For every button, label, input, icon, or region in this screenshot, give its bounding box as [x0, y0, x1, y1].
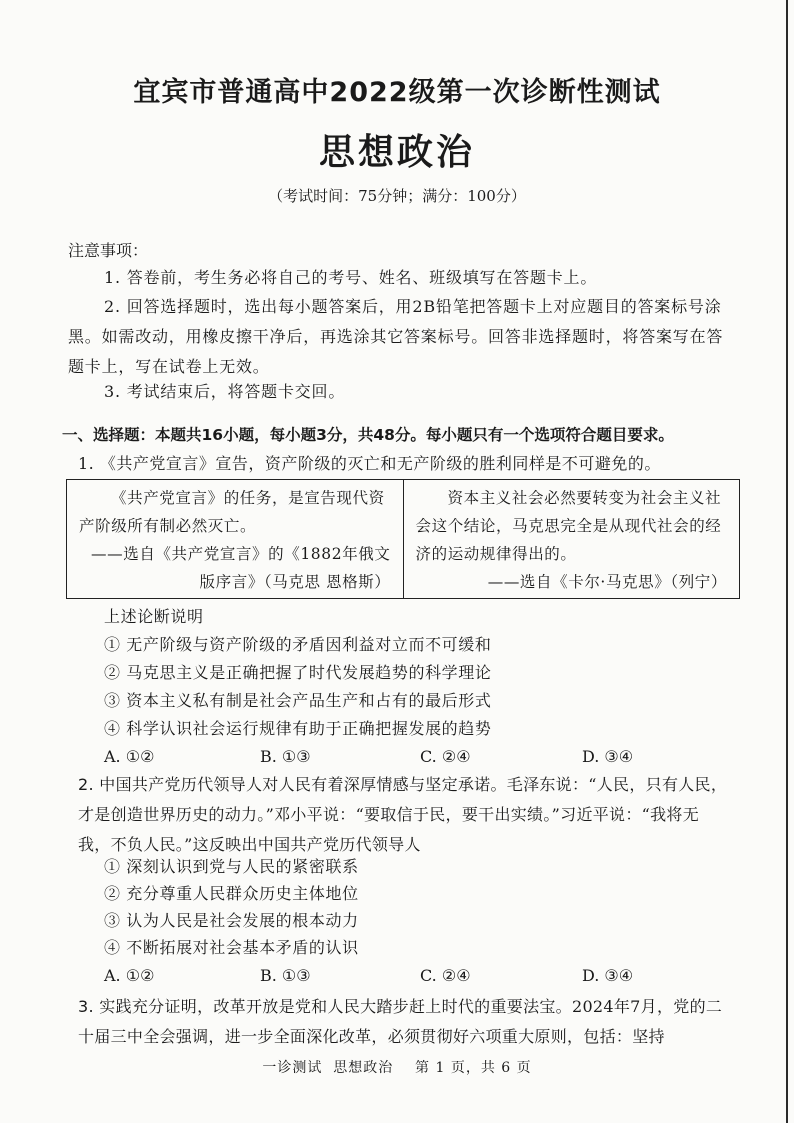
question-lead: 上述论断说明 [104, 607, 204, 626]
quote-table [66, 479, 740, 599]
question-2-stem [78, 770, 728, 860]
question-text: 《共产党宣言》宣告，资产阶级的灭亡和无产阶级的胜利同样是不可避免的。 [99, 454, 661, 473]
exam-info: （考试时间：75分钟；满分：100分） [268, 187, 526, 205]
page-footer: 一诊测试 思想政治 第 1 页，共 6 页 [262, 1060, 532, 1076]
quote-text: 《共产党宣言》的任务，是宣告现代资产阶级所有制必然灭亡。 [79, 489, 385, 535]
statement: ④ 科学认识社会运行规律有助于正确把握发展的趋势 [104, 719, 492, 738]
subject-title: 思想政治 [318, 132, 475, 173]
option-a: A. ①② [104, 966, 155, 985]
statement: ② 充分尊重人民群众历史主体地位 [104, 884, 359, 903]
question-1-stem [78, 449, 728, 479]
quote-text: 资本主义社会必然要转变为社会主义社会这个结论，马克思完全是从现代社会的经济的运动规律得出的。 [415, 489, 722, 563]
exam-title: 宜宾市普通高中2022级第一次诊断性测试 [133, 77, 661, 108]
statement: ① 深刻认识到党与人民的紧密联系 [104, 857, 359, 876]
quote-cell-left [67, 480, 403, 598]
question-number: 1. [78, 454, 95, 473]
notice-item: 1. 答卷前，考生务必将自己的考号、姓名、班级填写在答题卡上。 [104, 268, 598, 287]
statement: ② 马克思主义是正确把握了时代发展趋势的科学理论 [104, 663, 492, 682]
option-a: A. ①② [104, 747, 155, 766]
question-text: 实践充分证明，改革开放是党和人民大踏步赶上时代的重要法宝。2024年7月，党的二十届三中全会强调，进一步全面深化改革，必须贯彻好六项重大原则，包括：坚持 [78, 997, 723, 1046]
option-c: C. ②④ [420, 747, 471, 766]
question-number: 2. [78, 775, 94, 794]
option-b: B. ①③ [260, 966, 311, 985]
statement: ③ 资本主义私有制是社会产品生产和占有的最后形式 [104, 691, 492, 710]
answer-options [104, 743, 664, 771]
statement: ① 无产阶级与资产阶级的矛盾因利益对立而不可缓和 [104, 635, 492, 654]
quote-source: ——选自《卡尔·马克思》（列宁） [487, 573, 727, 591]
quote-source: ——选自《共产党宣言》的《1882年俄文版序言》（马克思 恩格斯） [91, 545, 391, 591]
option-b: B. ①③ [260, 747, 311, 766]
question-3-stem [78, 992, 728, 1052]
statement: ③ 认为人民是社会发展的根本动力 [104, 911, 359, 930]
option-d: D. ③④ [582, 747, 634, 766]
question-text: 中国共产党历代领导人对人民有着深厚情感与坚定承诺。毛泽东说：“人民，只有人民，才是创造世界历史的动力。”邓小平说：“要取信于民，要干出实绩。”习近平说：“我将无我，不负人民。”这反映出中国共产党历代领导人 [78, 775, 728, 854]
question-number: 3. [78, 997, 94, 1016]
notice-heading: 注意事项： [68, 241, 149, 260]
section-heading: 一、选择题：本题共16小题，每小题3分，共48分。每小题只有一个选项符合题目要求。 [62, 426, 674, 444]
statement: ④ 不断拓展对社会基本矛盾的认识 [104, 938, 359, 957]
option-c: C. ②④ [420, 966, 471, 985]
quote-cell-right [403, 480, 740, 598]
option-d: D. ③④ [582, 966, 634, 985]
notice-item: 3. 考试结束后，将答题卡交回。 [104, 382, 346, 401]
notice-item: 2. 回答选择题时，选出每小题答案后，用2B铅笔把答题卡上对应题目的答案标号涂黑。如需改动，用橡皮擦干净后，再选涂其它答案标号。回答非选择题时，将答案写在答题卡上，写在试卷上无效。 [68, 297, 724, 376]
answer-options [104, 962, 664, 990]
